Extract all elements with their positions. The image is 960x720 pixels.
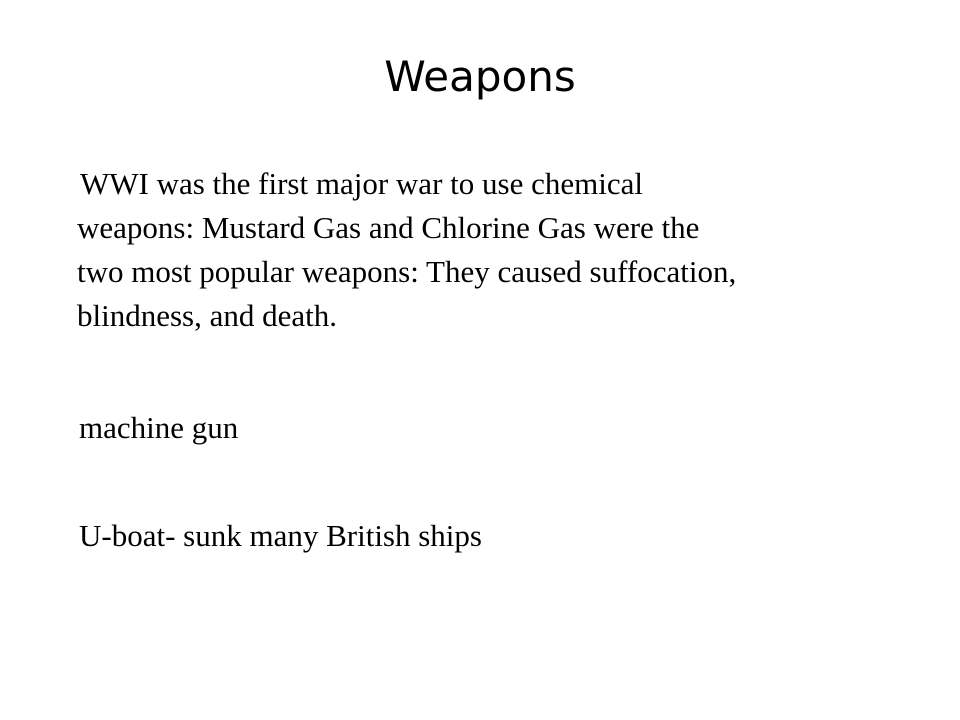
weapon-item-u-boat: U-boat- sunk many British ships bbox=[79, 518, 482, 553]
paragraph-line: two most popular weapons: They caused suffocation, bbox=[77, 254, 737, 289]
weapon-item-machine-gun: machine gun bbox=[79, 410, 239, 445]
chemical-weapons-paragraph bbox=[77, 162, 887, 338]
paragraph-line: weapons: Mustard Gas and Chlorine Gas were the bbox=[77, 210, 700, 245]
paragraph-line: WWI was the first major war to use chemical bbox=[80, 166, 643, 201]
paragraph-line: blindness, and death. bbox=[77, 298, 338, 333]
slide-title: Weapons bbox=[384, 52, 576, 101]
